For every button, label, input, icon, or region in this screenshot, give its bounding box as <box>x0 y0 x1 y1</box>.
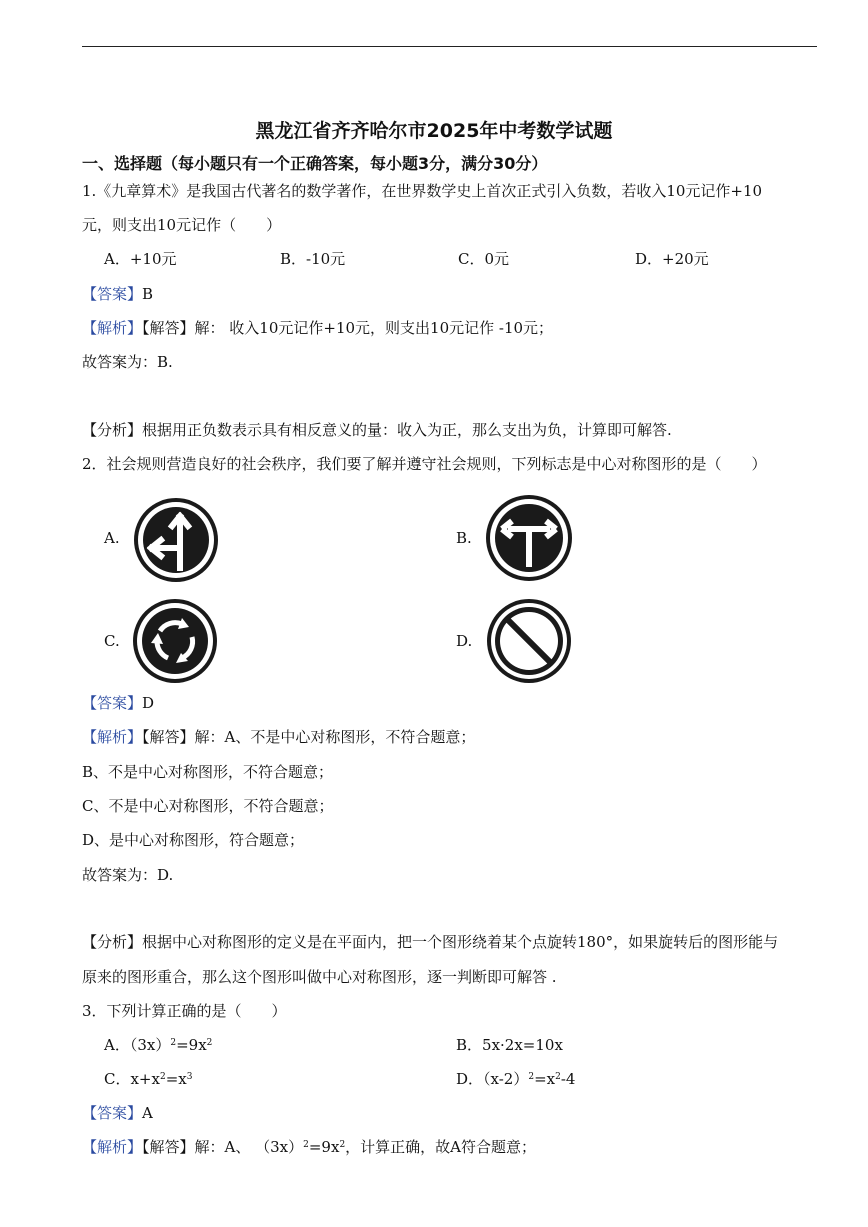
q1-answer <box>82 284 153 304</box>
q3-option-c <box>104 1069 192 1089</box>
opt-text: =x <box>165 1070 187 1088</box>
analysis-text: ，计算正确，故A符合题意； <box>345 1138 537 1156</box>
exponent: 2 <box>528 1072 535 1082</box>
fenxi-text: 根据用正负数表示具有相反意义的量：收入为正，那么支出为负，计算即可解答. <box>142 421 672 439</box>
answer-tag: 【答案】 <box>82 285 143 303</box>
q2-stem: 2．社会规则营造良好的社会秩序，我们要了解并遵守社会规则，下列标志是中心对称图形的是（ ） <box>82 455 767 473</box>
analysis-text: =9x <box>308 1138 340 1156</box>
q3-option-b: B．5x·2x=10x <box>456 1036 563 1054</box>
q1-fenxi <box>82 420 672 440</box>
exponent: 3 <box>186 1072 193 1082</box>
q2-fenxi-line2: 原来的图形重合，那么这个图形叫做中心对称图形，逐一判断即可解答 . <box>82 968 557 986</box>
q1-option-d: D．+20元 <box>635 250 709 268</box>
fenxi-text: 根据中心对称图形的定义是在平面内，把一个图形绕着某个点旋转180°，如果旋转后的图形能与 <box>142 933 779 951</box>
q2-fenxi-line1 <box>82 932 778 952</box>
q1-option-a: A．+10元 <box>104 250 177 268</box>
q2-conclusion: 故答案为：D. <box>82 866 174 884</box>
roundabout-sign <box>130 597 220 685</box>
opt-text: C．x+x <box>104 1070 160 1088</box>
opt-text: A．（3x） <box>104 1036 171 1054</box>
q3-option-a <box>104 1035 212 1055</box>
left-or-straight-sign <box>131 496 221 584</box>
q3-option-d <box>456 1069 575 1089</box>
header-rule <box>82 46 817 47</box>
q2-answer <box>82 693 154 713</box>
answer-tag: 【答案】 <box>82 1104 143 1122</box>
page-title: 黑龙江省齐齐哈尔市2025年中考数学试题 <box>255 120 613 142</box>
section-heading: 一、选择题（每小题只有一个正确答案，每小题3分，满分30分） <box>82 154 548 173</box>
answer-value: D <box>142 694 155 712</box>
exponent: 2 <box>170 1038 177 1048</box>
fenxi-tag: 【分析】 <box>82 933 143 951</box>
q1-stem-line1: 1.《九章算术》是我国古代著名的数学著作，在世界数学史上首次正式引入负数，若收入10元记作+10 <box>82 182 763 200</box>
exponent: 2 <box>303 1140 309 1150</box>
exponent: 2 <box>159 1072 166 1082</box>
exponent: 2 <box>555 1072 561 1082</box>
no-entry-slash-sign <box>484 597 574 685</box>
analysis-text: 【解答】解：A、 （3x） <box>142 1138 304 1156</box>
q2-analysis <box>82 727 475 747</box>
opt-text: -4 <box>560 1070 576 1088</box>
q2-option-a-label: A. <box>104 529 120 547</box>
q2-option-d-label: D. <box>456 632 473 650</box>
analysis-text: 【解答】解：A、不是中心对称图形，不符合题意； <box>142 728 476 746</box>
q1-analysis <box>82 318 553 338</box>
exponent: 2 <box>206 1038 213 1048</box>
analysis-tag: 【解析】 <box>82 1138 143 1156</box>
answer-value: B <box>142 285 154 303</box>
answer-tag: 【答案】 <box>82 694 143 712</box>
opt-text: D．（x-2） <box>456 1070 529 1088</box>
q1-stem-line2: 元，则支出10元记作（ ） <box>82 216 282 234</box>
analysis-tag: 【解析】 <box>82 319 143 337</box>
opt-text: =x <box>534 1070 556 1088</box>
q3-answer <box>82 1103 153 1123</box>
q1-option-c: C．0元 <box>458 250 510 268</box>
q2-analysis-d: D、是中心对称图形，符合题意； <box>82 831 305 849</box>
answer-value: A <box>142 1104 153 1122</box>
q1-conclusion: 故答案为：B. <box>82 353 173 371</box>
q2-option-b-label: B. <box>456 529 472 547</box>
q2-option-c-label: C. <box>104 632 120 650</box>
opt-text: =9x <box>176 1036 207 1054</box>
q1-option-b: B．-10元 <box>280 250 346 268</box>
q3-analysis <box>82 1137 536 1157</box>
left-or-right-sign <box>484 493 574 583</box>
q3-stem: 3．下列计算正确的是（ ） <box>82 1002 287 1020</box>
q2-analysis-c: C、不是中心对称图形，不符合题意； <box>82 797 334 815</box>
analysis-tag: 【解析】 <box>82 728 143 746</box>
exponent: 2 <box>339 1140 346 1150</box>
q2-analysis-b: B、不是中心对称图形，不符合题意； <box>82 763 334 781</box>
fenxi-tag: 【分析】 <box>82 421 143 439</box>
analysis-text: 【解答】解： 收入10元记作+10元，则支出10元记作 -10元； <box>142 319 554 337</box>
